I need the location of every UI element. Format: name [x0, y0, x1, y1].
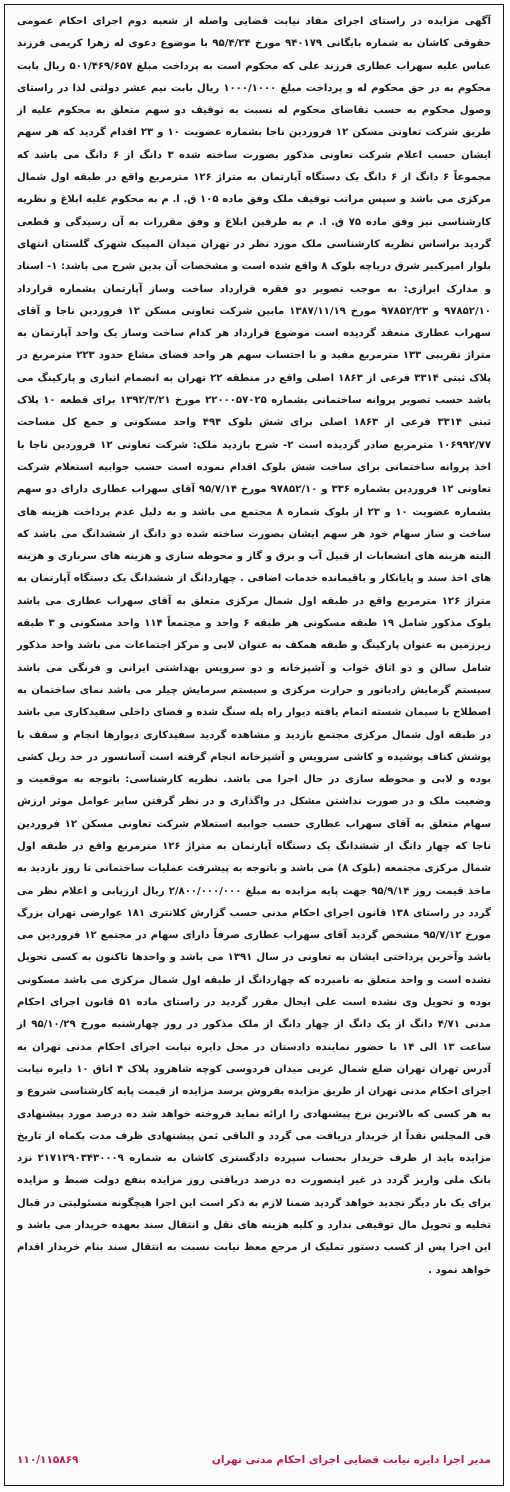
- notice-code: ۱۱۰/۱۱۵۸۶۹: [17, 1454, 79, 1466]
- notice-footer: [17, 1451, 491, 1469]
- notice-body-text: آگهی مزایده در راستای اجرای مفاد نیابت قضایی واصله از شعبه دوم اجرای احکام عمومی حقوقی کاشان به شماره بایگانی ۹۴۰۱۷۹ مورخ ۹۵/۴/۲۴ با موضوع دعوی له زهرا کریمی فرزند عباس علیه سهراب عطاری فرزند علی که محکوم است به پرداخت مبلغ ۵۰۱/۴۶۹/۶۵۷ ریال بابت محکوم به در حق محکوم له و پرداخت مبلغ ۱۰۰۰/۱۰۰۰ ریال بابت نیم عشر دولتی لذا در راستای وصول محکوم به حسب تقاضای محکوم له نسبت به توقیف دو سهم متعلق به محکوم علیه از طریق شرکت تعاونی مسکن ۱۲ فروردین ناجا بشماره عضویت ۱۰ و ۲۳ اقدام گردید که هر سهم ایشان حسب اعلام شرکت تعاونی مذکور بصورت ساخته شده ۳ دانگ از ۶ دانگ می باشد که مجموعاً ۶ دانگ از ۶ دانگ یک دستگاه آپارتمان به متراژ ۱۲۶ مترمربع واقع در طبقه اول شمال مرکزی می باشد و سپس مراتب توقیف ملک وفق ماده ۱۰۵ ق. ا. م به محکوم علیه ابلاغ و نظریه کارشناسی نیز وفق ماده ۷۵ ق. ا. م به طرفین ابلاغ و وفق مقررات به آن رسیدگی و قطعی گردید براساس نظریه کارشناسی ملک مورد نظر در تهران میدان المپیک شهرک گلستان انتهای بلوار امیرکبیر شرق دریاچه بلوک ۸ واقع شده است و مشخصات آن بدین شرح می باشد: ۱- اسناد و مدارک ابرازی: به موجب تصویر دو فقره قرارداد ساخت وساز آپارتمان بشماره قرارداد ۹۷۸۵۲/۱۰ و ۹۷۸۵۲/۲۳ مورخ ۱۳۸۷/۱۱/۱۹ مابین شرکت تعاونی مسکن ۱۲ فروردین ناجا و آقای سهراب عطاری منعقد گردیده است موضوع قرارداد هر کدام ساخت وساز یک واحد آپارتمان به متراژ تقریبی ۱۳۳ مترمربع مفید و با احتساب سهم هر واحد فضای مشاع حدود ۲۲۳ مترمربع در پلاک ثبتی ۳۳۱۴ فرعی از ۱۸۶۳ اصلی واقع در منطقه ۲۲ تهران به انضمام انباری و پارکینگ می باشد حسب تصویر پروانه ساختمانی بشماره ۲۲۰۰۰۵۷۰۲۵ مورخ ۱۳۹۲/۳/۲۱ برای قطعه ۱۰ پلاک ثبتی ۳۳۱۴ فرعی از ۱۸۶۳ اصلی برای شش بلوک ۴۹۴ واحد مسکونی و جمع کل مساحت ۱۰۶۹۹۲/۷۷ مترمربع صادر گردیده است ۲- شرح بازدید ملک: شرکت تعاونی ۱۲ فروردین ناجا با اخذ پروانه ساختمانی برای ساخت شش بلوک اقدام نموده است حسب جوابیه استعلام شرکت تعاونی ۱۲ فروردین بشماره ۳۳۶ و ۹۷۸۵۲/۱۰ مورخ ۹۵/۷/۱۴ آقای سهراب عطاری دارای دو سهم بشماره عضویت ۱۰ و ۲۳ از بلوک شماره ۸ مجتمع می باشد و به دلیل عدم پرداخت هزینه های ساخت و ساز سهام خود هر سهم ایشان بصورت ساخته شده دو دانگ از ششدانگ می باشد که البته هزینه های انشعابات از قبیل آب و برق و گاز و محوطه سازی و هزینه های سرباری و هزینه های اخذ سند و پایانکار و باقیمانده خدمات اضافی . چهاردانگ از ششدانگ یک دستگاه آپارتمان به متراژ ۱۲۶ مترمربع واقع در طبقه اول شمال مرکزی متعلق به آقای سهراب عطاری می باشد بلوک مذکور شامل ۱۹ طبقه مسکونی هر طبقه ۶ واحد و مجتمعاً ۱۱۴ واحد مسکونی و ۳ طبقه زیرزمین به عنوان پارکینگ و طبقه همکف به عنوان لابی و مرکز اجتماعات می باشد واحد مذکور شامل سالن و دو اتاق خواب و آشپزخانه و دو سرویس بهداشتی ایرانی و فرنگی می باشد سیستم گرمایش رادیاتور و حرارت مرکزی و سیستم سرمایش چیلر می باشد نمای ساختمان به اصطلاح با سیمان شسته اتمام یافته دیوار راه پله سنگ شده و فضای داخلی سفیدکاری می باشد در طبقه اول شمال مرکزی مجتمع بازدید و مشاهده گردید سفیدکاری دیوارها انجام و سقف با پوشش کناف پوشیده و کاشی سرویس و آشپزخانه انجام گرفته است آسانسور در حد ریل کشی بوده و لابی و محوطه سازی در حال اجرا می باشد. نظریه کارشناسی: باتوجه به موقعیت و وضعیت ملک و در صورت نداشتن مشکل در واگذاری و در نظر گرفتن سایر عوامل موثر ارزش سهام متعلق به آقای سهراب عطاری حسب جوابیه استعلام شرکت تعاونی مسکن ۱۲ فروردین ناجا که چهار دانگ از ششدانگ یک دستگاه آپارتمان به متراژ ۱۲۶ مترمربع واقع در طبقه اول شمال مرکزی مجتمعه (بلوک ۸) می باشد و باتوجه به پیشرفت عملیات ساختمانی تا روز بازدید به ماخذ قیمت روز ۹۵/۹/۱۴ جهت پایه مزایده به مبلغ ۲/۸۰۰/۰۰۰/۰۰۰ ریال ارزیابی و اعلام نظر می گردد در راستای ۱۳۸ قانون اجرای احکام مدنی حسب گزارش کلانتری ۱۸۱ عوارضی تهران بزرگ مورخ ۹۵/۷/۱۲ مشخص گردید آقای سهراب عطاری صرفاً دارای سهام در مجتمع ۱۲ فروردین می باشد وآخرین پرداختی ایشان به تعاونی در سال ۱۳۹۱ می باشد و واحدها تاکنون به کسی تحویل نشده است و واحد متعلق به نامبرده که چهاردانگ از طبقه اول شمال مرکزی می باشد مسکونی بوده و تحویل وی نشده است علی ایحال مقرر گردید در راستای ماده ۵۱ قانون اجرای احکام مدنی ۴/۷۱ دانگ از یک دانگ از چهار دانگ از ملک مذکور در روز چهارشنبه مورخ ۹۵/۱۰/۲۹ از ساعت ۱۳ الی ۱۴ با حضور نماینده دادستان در محل دایره نیابت اجرای احکام مدنی تهران به آدرس تهران تهران ضلع شمال غربی میدان فردوسی کوچه شاهرود پلاک ۴ اتاق ۱۰ دایره نیابت اجرای احکام مدنی تهران از طریق مزایده بفروش برسد مزایده از قیمت پایه کارشناسی شروع و به هر کسی که بالاترین نرخ پیشنهادی را ارائه نماید فروخته خواهد شد ده درصد مورد پیشنهادی فی المجلس نقداً از خریدار دریافت می گردد و الباقی ثمن پیشنهادی ظرف مدت یکماه از تاریخ مزایده باید از طرف خریدار بحساب سپرده دادگستری کاشان به شماره ۲۱۷۱۲۹۰۳۴۳۰۰۰۹ نزد بانک ملی واریز گردد در غیر اینصورت ده درصد دریافتی روز مزایده بنفع دولت ضبط و مزایده برای یک بار دیگر تجدید خواهد گردید ضمنا لازم به ذکر است این اجرا هیچگونه مسئولیتی در قبال تخلیه و تحویل مال توقیفی ندارد و کلیه هزینه های نقل و انتقال سند بعهده خریدار می باشد و این اجرا پس از کسب دستور تملیک از مرجع معظ نیابت نسبت به انتقال سند بنام خریدار اقدام خواهد نمود .: [17, 16, 492, 1276]
- auction-notice: [4, 4, 504, 1486]
- signature-line: مدیر اجرا دایره نیابت قضایی اجرای احکام مدنی تهران: [211, 1454, 491, 1466]
